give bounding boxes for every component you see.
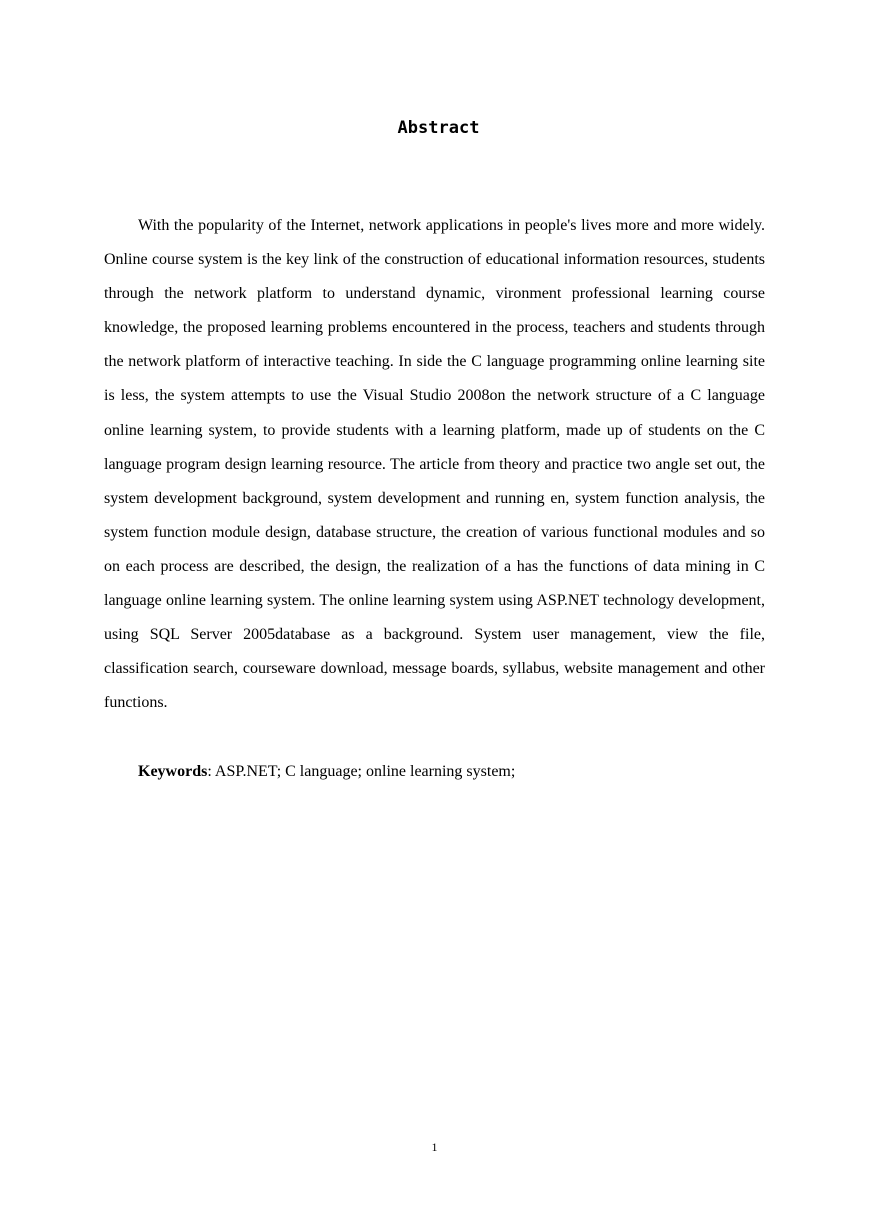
abstract-body: With the popularity of the Internet, network applications in people's lives more and more widely. Online course system is the key link of the construction of educational information resources, students through the network platform to understand dynamic, vironment professional learning course knowledge, the proposed learning problems encountered in the process, teachers and students through the network platform of interactive teaching. In side the C language programming online learning site is less, the system attempts to use the Visual Studio 2008on the network structure of a C language online learning system, to provide students with a learning platform, made up of students on the C language program design learning resource. The article from theory and practice two angle set out, the system development background, system development and running en, system function analysis, the system function module design, database structure, the creation of various functional modules and so on each process are described, the design, the realization of a has the functions of data mining in C language online learning system. The online learning system using ASP.NET technology development, using SQL Server 2005database as a background. System user management, view the file, classification search, courseware download, message boards, syllabus, website management and other functions. [104,217,765,712]
keywords-label: Keywords [138,763,208,780]
page-number: 1 [431,1140,438,1154]
abstract-title: Abstract [397,118,480,138]
keywords-line [104,755,765,789]
keywords-text: : ASP.NET; C language; online learning system; [207,763,516,780]
